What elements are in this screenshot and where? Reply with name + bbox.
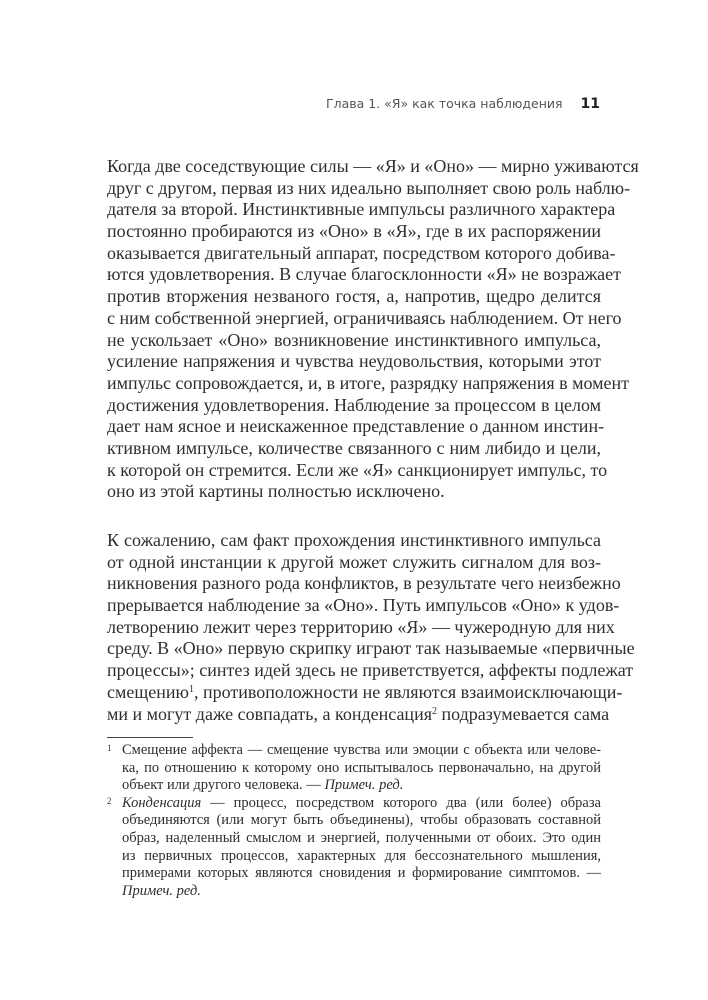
text-line bbox=[122, 812, 601, 830]
text-line bbox=[122, 742, 601, 760]
page-number: 11 bbox=[580, 96, 600, 112]
text-segment: друг с другом, первая из них идеально выполняет свою роль наблю- bbox=[107, 177, 631, 198]
text-line bbox=[107, 660, 634, 682]
italic-text: Конденсация bbox=[122, 794, 202, 811]
text-segment: среду. В «Оно» первую скрипку играют так называемые «первичные bbox=[107, 638, 635, 659]
text-line bbox=[122, 760, 601, 778]
italic-text: Примеч. ред. bbox=[122, 882, 201, 899]
text-segment: оно из этой картины полностью исключено. bbox=[107, 481, 445, 502]
paragraph-1 bbox=[107, 156, 639, 503]
text-segment: примерами которых являются сновидения и формирование симптомов. — bbox=[122, 865, 601, 882]
text-line bbox=[107, 552, 601, 574]
text-line bbox=[107, 156, 639, 178]
text-segment: К сожалению, сам факт прохождения инстинктивного импульса bbox=[107, 530, 601, 550]
text-segment: смещению bbox=[107, 681, 189, 702]
footnote bbox=[107, 795, 601, 901]
text-line bbox=[122, 848, 601, 866]
text-segment: от одной инстанции к другой может служить сигналом для воз- bbox=[107, 551, 601, 572]
text-line bbox=[107, 530, 601, 552]
text-segment: Когда две соседствующие силы — «Я» и «Оно» — мирно уживаются bbox=[107, 156, 639, 176]
running-title: Глава 1. «Я» как точка наблюдения bbox=[325, 96, 563, 111]
text-segment: Смещение аффекта — смещение чувства или эмоции с объекта или челове- bbox=[122, 742, 601, 758]
text-line bbox=[107, 395, 601, 417]
text-segment: летворению лежит через территорию «Я» — чужеродную для них bbox=[107, 616, 615, 637]
paragraph-2 bbox=[107, 530, 635, 725]
text-segment: прерывается наблюдение за «Оно». Путь импульсов «Оно» к удов- bbox=[107, 595, 620, 616]
text-line bbox=[107, 221, 601, 243]
text-line bbox=[122, 865, 601, 883]
text-segment: образ, наделенный смыслом и энергией, полученными от обоих. Это один bbox=[122, 829, 601, 846]
text-line bbox=[107, 481, 601, 503]
text-line bbox=[107, 330, 601, 352]
text-segment: не ускользает «Оно» возникновение инстинктивного импульса, bbox=[107, 329, 601, 350]
text-segment: ка, по отношению к которому оно испытывалось первоначально, на другой bbox=[122, 759, 601, 776]
text-line bbox=[122, 795, 601, 813]
footnote-number: 1 bbox=[107, 743, 112, 753]
text-segment: к которой он стремится. Если же «Я» санкционирует импульс, то bbox=[107, 459, 608, 480]
text-segment: подразумевается сама bbox=[436, 703, 610, 724]
footnote-divider bbox=[107, 737, 193, 738]
text-line bbox=[107, 459, 608, 482]
footnotes bbox=[107, 742, 601, 900]
footnote bbox=[107, 742, 601, 795]
text-segment: импульс сопровождается, и, в итоге, разрядку напряжения в момент bbox=[107, 372, 630, 393]
footnote-reference: 2 bbox=[431, 705, 437, 717]
text-segment: усиление напряжения и чувства неудовольствия, которыми этот bbox=[107, 351, 601, 372]
text-line bbox=[107, 242, 616, 265]
text-line bbox=[122, 777, 601, 795]
text-line bbox=[107, 638, 635, 660]
text-segment: ются удовлетворения. В случае благосклонности «Я» не возражает bbox=[107, 264, 621, 285]
text-segment: оказывается двигательный аппарат, посредством которого добива- bbox=[107, 242, 616, 263]
italic-text: Примеч. ред. bbox=[324, 777, 404, 794]
text-segment: дателя за второй. Инстинктивные импульсы различного характера bbox=[107, 199, 616, 220]
text-segment: — процесс, посредством которого два (или более) образа bbox=[201, 794, 601, 811]
text-segment: ми и могут даже совпадать, а конденсация bbox=[107, 703, 432, 724]
text-line bbox=[107, 416, 605, 438]
text-line bbox=[107, 372, 630, 395]
text-line bbox=[107, 616, 615, 639]
text-line bbox=[107, 307, 622, 330]
text-line bbox=[107, 681, 623, 704]
text-line bbox=[107, 286, 601, 308]
text-segment: никновения разного рода конфликтов, в результате чего неизбежно bbox=[107, 573, 621, 594]
text-line bbox=[107, 351, 601, 373]
text-line bbox=[107, 438, 601, 460]
text-segment: ктивном импульсе, количестве связанного с ним либидо и цели, bbox=[107, 437, 601, 458]
text-segment: постоянно пробираются из «Оно» в «Я», где в их распоряжении bbox=[107, 221, 601, 242]
text-line bbox=[122, 883, 601, 901]
text-segment: дает нам ясное и неискаженное представление о данном инстин- bbox=[107, 416, 605, 437]
text-segment: из первичных процессов, характерных для бессознательного мышления, bbox=[122, 847, 601, 864]
text-segment: процессы»; синтез идей здесь не приветствуется, аффекты подлежат bbox=[107, 660, 634, 681]
text-segment: объект или другого человека. — bbox=[122, 777, 325, 794]
text-line bbox=[122, 830, 601, 848]
running-header bbox=[326, 96, 600, 112]
text-line bbox=[107, 595, 620, 617]
text-segment: , противоположности не являются взаимоисключающи- bbox=[193, 681, 623, 702]
text-line bbox=[107, 703, 610, 726]
text-segment: объединяются (или могут быть объединены), чтобы образовать составной bbox=[122, 812, 601, 829]
text-line bbox=[107, 264, 621, 286]
text-line bbox=[107, 177, 631, 200]
text-segment: с ним собственной энергией, ограничиваясь наблюдением. От него bbox=[107, 307, 622, 328]
text-line bbox=[107, 199, 616, 221]
text-segment: достижения удовлетворения. Наблюдение за процессом в целом bbox=[107, 394, 601, 415]
footnote-reference: 1 bbox=[188, 683, 194, 695]
text-line bbox=[107, 573, 621, 595]
text-segment: против вторжения незваного гостя, а, напротив, щедро делится bbox=[107, 286, 601, 307]
footnote-number: 2 bbox=[107, 795, 112, 806]
